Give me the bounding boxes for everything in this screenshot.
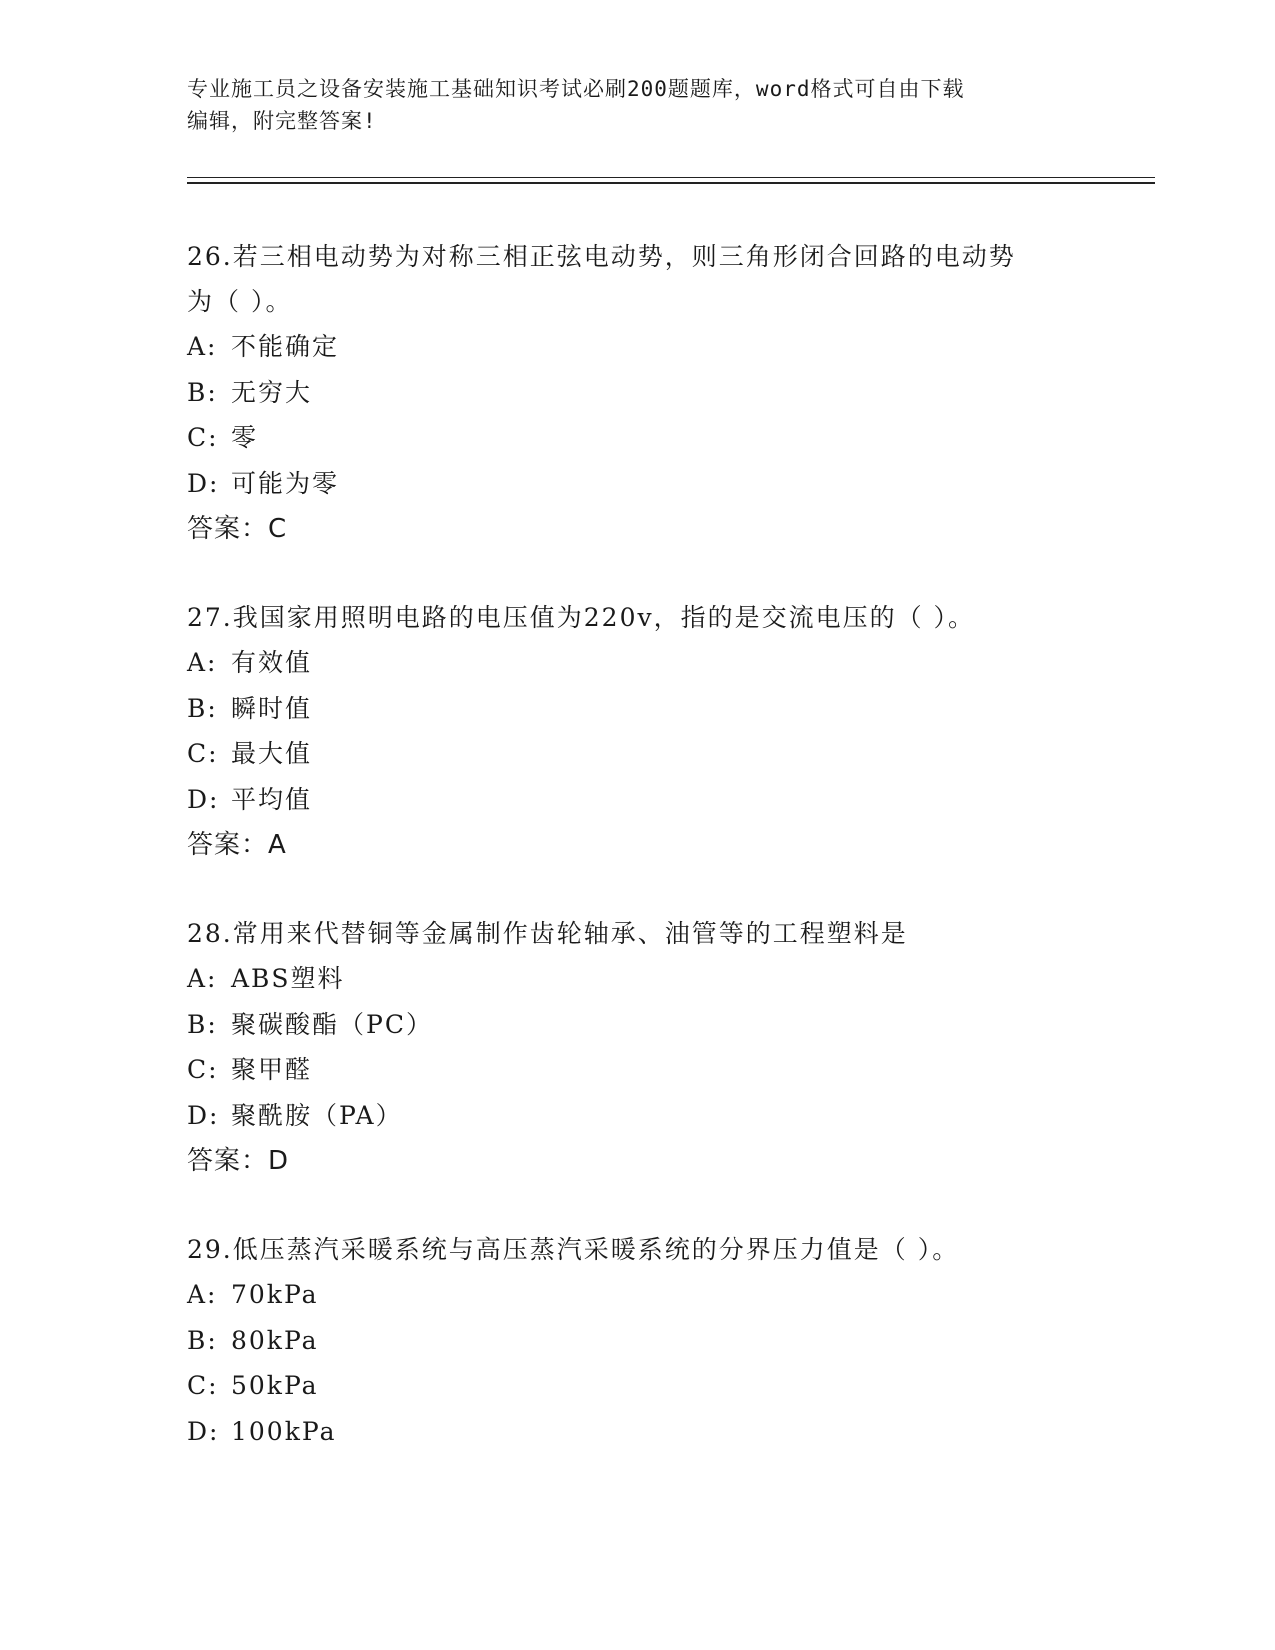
option-key: B: <box>187 377 218 407</box>
question-29 <box>187 1227 1107 1454</box>
option-text: 聚甲醛 <box>231 1055 313 1084</box>
option-c <box>187 1047 1107 1093</box>
question-stem: 29.低压蒸汽采暖系统与高压蒸汽采暖系统的分界压力值是（ ）。 <box>187 1235 960 1264</box>
option-c <box>187 1363 1107 1409</box>
question-stem-continued: 为（ ）。 <box>187 287 293 316</box>
header-title-line-2: 编辑，附完整答案! <box>187 109 377 133</box>
question-26 <box>187 234 1107 552</box>
option-c <box>187 415 1107 461</box>
option-text: 50kPa <box>231 1371 319 1400</box>
option-key: A: <box>187 1280 218 1309</box>
question-28 <box>187 911 1107 1184</box>
option-text: 聚碳酸酯（PC） <box>231 1009 433 1039</box>
option-b <box>187 370 1107 416</box>
option-text: 零 <box>231 423 259 452</box>
option-text: 可能为零 <box>231 468 340 498</box>
option-key: C: <box>187 423 219 452</box>
option-text: 70kPa <box>231 1280 319 1309</box>
option-key: D: <box>187 784 220 814</box>
option-key: C: <box>187 1055 219 1084</box>
option-key: D: <box>187 1100 220 1130</box>
question-27 <box>187 595 1107 868</box>
header-title-line-1: 专业施工员之设备安装施工基础知识考试必刷200题题库，word格式可自由下载 <box>187 77 965 101</box>
answer-line: 答案：C <box>187 514 288 544</box>
option-a <box>187 640 1107 686</box>
option-b <box>187 1002 1107 1048</box>
option-key: A: <box>187 964 218 993</box>
option-text: 100kPa <box>231 1416 337 1446</box>
option-key: C: <box>187 1371 219 1400</box>
document-header <box>187 73 1087 137</box>
option-b <box>187 686 1107 732</box>
answer-line: 答案：A <box>187 830 287 860</box>
option-text: 平均值 <box>231 784 313 814</box>
option-b <box>187 1318 1107 1364</box>
option-d <box>187 1409 1107 1455</box>
question-list <box>187 234 1107 1497</box>
option-a <box>187 324 1107 370</box>
option-text: 聚酰胺（PA） <box>231 1100 403 1130</box>
question-stem: 26.若三相电动势为对称三相正弦电动势，则三角形闭合回路的电动势 <box>187 242 1016 271</box>
header-divider-thin <box>187 177 1155 178</box>
option-text: 有效值 <box>231 648 313 677</box>
question-stem: 27.我国家用照明电路的电压值为220v，指的是交流电压的（ ）。 <box>187 603 976 632</box>
option-d <box>187 777 1107 823</box>
option-key: A: <box>187 332 218 361</box>
option-text: 80kPa <box>231 1325 319 1355</box>
option-key: A: <box>187 648 218 677</box>
option-c <box>187 731 1107 777</box>
option-key: B: <box>187 1325 218 1355</box>
option-key: B: <box>187 693 218 723</box>
option-key: D: <box>187 468 220 498</box>
question-stem: 28.常用来代替铜等金属制作齿轮轴承、油管等的工程塑料是 <box>187 919 908 948</box>
option-key: B: <box>187 1009 218 1039</box>
header-divider-thick <box>187 182 1155 184</box>
option-text: 无穷大 <box>231 377 313 407</box>
option-text: 不能确定 <box>231 332 340 361</box>
answer-line: 答案：D <box>187 1146 290 1176</box>
option-text: ABS塑料 <box>231 964 345 993</box>
option-key: C: <box>187 739 219 768</box>
option-d <box>187 461 1107 507</box>
option-text: 瞬时值 <box>231 693 313 723</box>
option-a <box>187 956 1107 1002</box>
option-a <box>187 1272 1107 1318</box>
option-key: D: <box>187 1416 220 1446</box>
option-d <box>187 1093 1107 1139</box>
option-text: 最大值 <box>231 739 313 768</box>
